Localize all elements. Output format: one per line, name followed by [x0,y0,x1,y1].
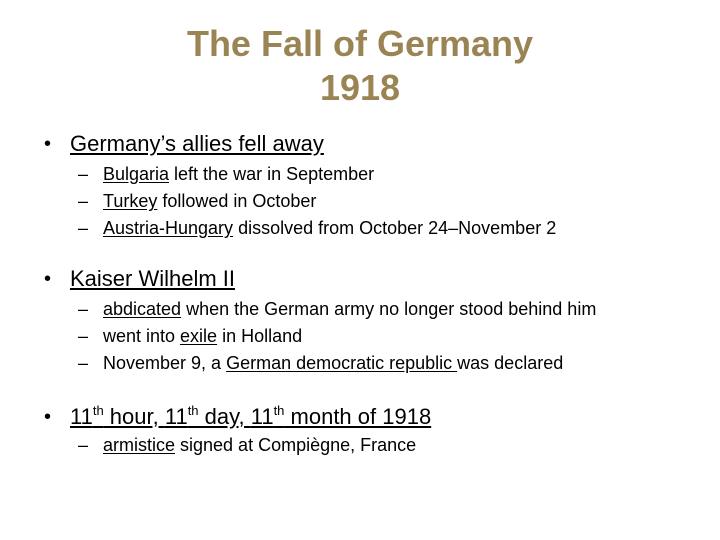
bullet-part: 11 [250,404,274,429]
bullet-part: hour, [103,404,165,429]
sub-item-rest: when the German army no longer stood behind him [181,299,597,319]
sub-item-text [103,215,556,242]
sub-item-rest: in Holland [217,326,303,346]
dash-marker: – [78,218,89,238]
dash-marker: – [78,353,89,373]
slide-title [0,22,720,110]
dash-marker: – [78,191,89,211]
sub-item-text [103,188,316,215]
sub-item-rest: signed at Compiègne, France [175,435,417,455]
dash-marker: – [78,299,89,319]
bullet-text[interactable]: Kaiser Wilhelm II [70,266,236,291]
bullet-marker: • [44,133,52,155]
link[interactable]: armistice [103,435,176,455]
dash-marker: – [78,435,89,455]
ordinal-suffix: th [273,403,285,418]
link[interactable]: Bulgaria [103,164,170,184]
sub-item-text [103,323,302,350]
sub-item-pre: went into [103,326,181,346]
bullet-marker: • [44,268,52,290]
sub-item-rest: left the war in September [169,164,375,184]
link[interactable]: Austria-Hungary [103,218,234,238]
bullet-part: day, [198,404,251,429]
sub-item-text [103,350,563,377]
link[interactable]: German democratic republic [226,353,458,373]
bullet-text[interactable] [70,402,431,432]
bullet-marker: • [44,406,52,428]
link[interactable]: Turkey [103,191,158,211]
title-line-1: The Fall of Germany [186,23,534,64]
bullet-part: month of 1918 [284,404,432,429]
sub-item-text [103,296,596,323]
sub-item-pre: November 9, a [103,353,227,373]
sub-item-text [103,432,416,459]
dash-marker: – [78,164,89,184]
bullet-text[interactable]: Germany’s allies fell away [70,131,324,156]
ordinal-suffix: th [187,403,199,418]
link[interactable]: exile [180,326,218,346]
bullet-part: 11 [164,404,188,429]
dash-marker: – [78,326,89,346]
link[interactable]: abdicated [103,299,182,319]
bullet-part: 11 [70,404,93,429]
sub-item-rest: followed in October [157,191,317,211]
sub-item-rest: was declared [457,353,564,373]
title-line-2: 1918 [319,67,401,108]
sub-item-rest: dissolved from October 24–November 2 [233,218,557,238]
ordinal-suffix: th [92,403,104,418]
sub-item-text [103,161,374,188]
